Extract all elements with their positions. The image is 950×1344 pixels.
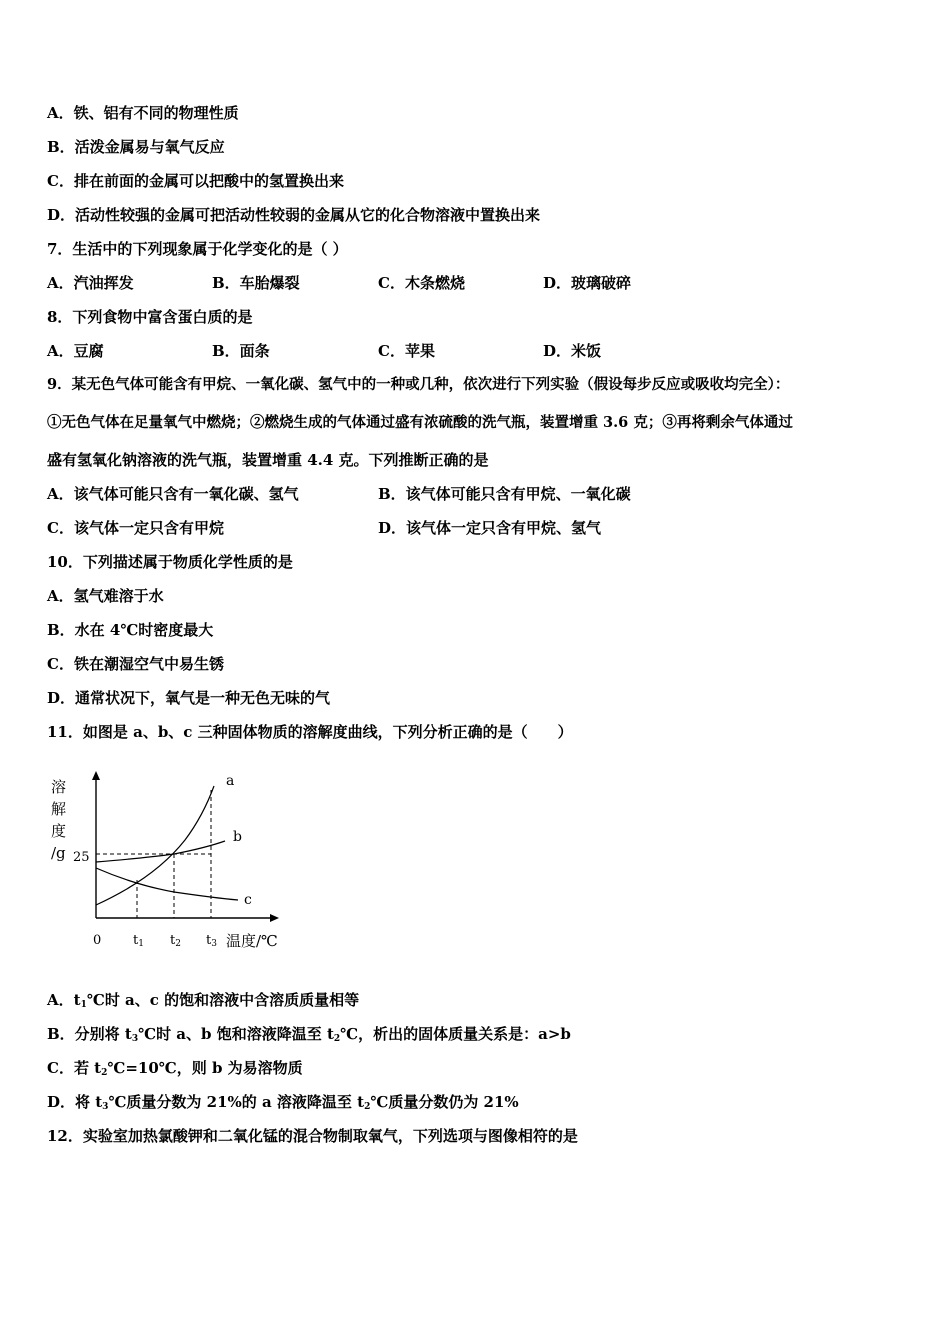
x-tick-t1-sub: 1 bbox=[138, 939, 144, 949]
y-label-char-3: 度 bbox=[51, 822, 67, 840]
q11-stem: 11．如图是 a、b、c 三种固体物质的溶解度曲线，下列分析正确的是（ ） bbox=[47, 723, 573, 741]
curve-b bbox=[96, 841, 225, 862]
q9-option-d: D．该气体一定只含有甲烷、氢气 bbox=[378, 519, 602, 537]
y-label-char-2: 解 bbox=[51, 800, 67, 818]
y-tick-25: 25 bbox=[73, 850, 90, 865]
curve-a bbox=[96, 786, 214, 905]
q7-option-c: C．木条燃烧 bbox=[378, 274, 465, 292]
q12-stem: 12．实验室加热氯酸钾和二氧化锰的混合物制取氧气，下列选项与图像相符的是 bbox=[47, 1127, 578, 1145]
q10-option-c: C．铁在潮湿空气中易生锈 bbox=[47, 655, 224, 673]
x-axis-label: 温度/℃ bbox=[226, 932, 278, 950]
q6-option-c: C．排在前面的金属可以把酸中的氢置换出来 bbox=[47, 172, 344, 190]
q11-option-a: A．$t_1℃$时 a、c 的饱和溶液中含溶质质量相等 bbox=[47, 991, 360, 1010]
solubility-chart bbox=[45, 768, 295, 958]
x-axis-arrow bbox=[270, 914, 279, 922]
q9-stem-line2: ①无色气体在足量氧气中燃烧；②燃烧生成的气体通过盛有浓硫酸的洗气瓶，装置增重 3.6 克；③再将剩余气体通过 bbox=[47, 414, 793, 431]
q8-option-c: C．苹果 bbox=[378, 342, 435, 360]
origin-label: 0 bbox=[93, 933, 102, 948]
q7-option-b: B．车胎爆裂 bbox=[212, 274, 300, 292]
q7-option-d: D．玻璃破碎 bbox=[543, 274, 632, 292]
q9-option-c: C．该气体一定只含有甲烷 bbox=[47, 519, 224, 537]
curve-label-c: c bbox=[244, 892, 252, 908]
q9-stem-line1: 9．某无色气体可能含有甲烷、一氧化碳、氢气中的一种或几种，依次进行下列实验（假设每步反应或吸收均完全）： bbox=[47, 376, 790, 393]
q9-option-a: A．该气体可能只含有一氧化碳、氢气 bbox=[47, 485, 299, 503]
q7-option-a: A．汽油挥发 bbox=[47, 274, 134, 292]
y-label-char-1: 溶 bbox=[51, 778, 67, 796]
q11-option-d: D．将 $t_3℃$质量分数为 21%的 a 溶液降温至 $t_2℃$质量分数仍为 21% bbox=[47, 1093, 519, 1112]
q10-stem: 10．下列描述属于物质化学性质的是 bbox=[47, 553, 293, 571]
curve-label-a: a bbox=[226, 773, 235, 789]
x-tick-t3: t3 bbox=[206, 933, 217, 949]
q10-option-b: B．水在 4℃时密度最大 bbox=[47, 621, 214, 639]
q11-option-c: C．若 $t_2℃=10℃$，则 b 为易溶物质 bbox=[47, 1059, 303, 1078]
x-tick-t2-sub: 2 bbox=[175, 939, 181, 949]
x-tick-t3-sub: 3 bbox=[211, 939, 217, 949]
curve-label-b: b bbox=[233, 829, 242, 845]
q10-option-a: A．氢气难溶于水 bbox=[47, 587, 164, 605]
q9-stem-line3: 盛有氢氧化钠溶液的洗气瓶，装置增重 4.4 克。下列推断正确的是 bbox=[47, 451, 489, 469]
x-tick-t1: t1 bbox=[133, 933, 144, 949]
q8-option-b: B．面条 bbox=[212, 342, 270, 360]
y-axis-arrow bbox=[92, 771, 100, 780]
q8-stem: 8．下列食物中富含蛋白质的是 bbox=[47, 308, 253, 326]
curve-c bbox=[96, 868, 238, 900]
x-tick-t2: t2 bbox=[170, 933, 181, 949]
q6-option-d: D．活动性较强的金属可把活动性较弱的金属从它的化合物溶液中置换出来 bbox=[47, 206, 541, 224]
q8-option-d: D．米饭 bbox=[543, 342, 602, 360]
q11-option-b: B．分别将 $t_3℃$时 a、b 饱和溶液降温至 $t_2℃$，析出的固体质量关系是：a>b bbox=[47, 1025, 571, 1044]
q8-option-a: A．豆腐 bbox=[47, 342, 104, 360]
q7-stem: 7．生活中的下列现象属于化学变化的是（ ） bbox=[47, 240, 348, 258]
q6-option-b: B．活泼金属易与氧气反应 bbox=[47, 138, 225, 156]
q9-option-b: B．该气体可能只含有甲烷、一氧化碳 bbox=[378, 485, 631, 503]
y-label-char-4: /g bbox=[51, 844, 66, 862]
q6-option-a: A．铁、铝有不同的物理性质 bbox=[47, 104, 239, 122]
q10-option-d: D．通常状况下，氧气是一种无色无味的气 bbox=[47, 689, 331, 707]
